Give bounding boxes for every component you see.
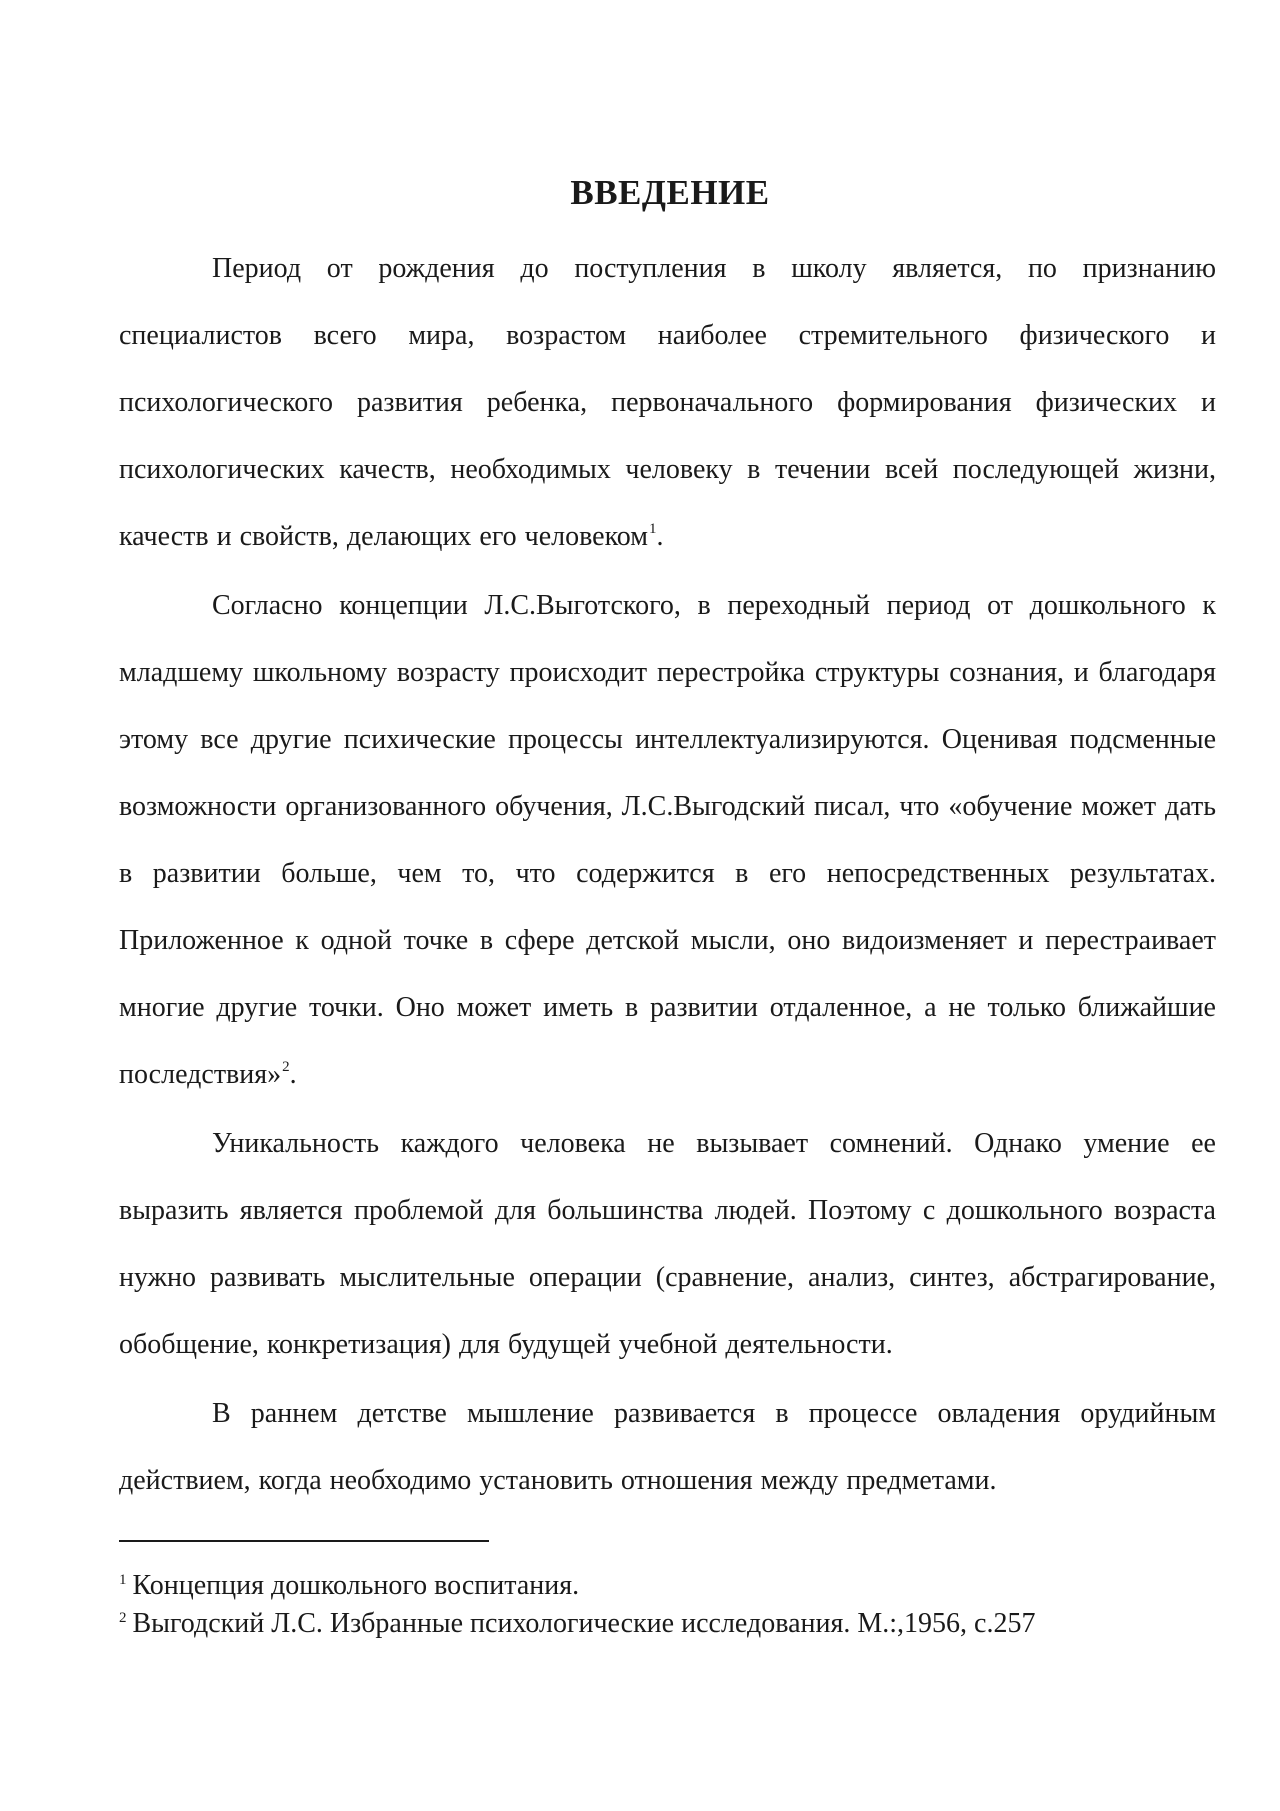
footnote-2-mark: 2 [119, 1610, 127, 1626]
paragraph-1-tail: . [656, 521, 664, 552]
body-text [119, 235, 1216, 1516]
footnote-separator [119, 1540, 489, 1542]
footnote-1-mark: 1 [119, 1572, 127, 1588]
footnotes [119, 1564, 1219, 1640]
paragraph-4 [119, 1380, 1216, 1514]
paragraph-2-text: Согласно концепции Л.С.Выготского, в переходный период от дошкольного к младшему школьному возрасту происходит перестройка структуры сознания, и благодаря этому все другие психические процессы интеллектуализируются. Оценивая подсменные возможности организованного обучения, Л.С.Выгодский писал, что «обучение может дать в развитии больше, чем то, что содержится в его непосредственных результатах. Приложенное к одной точке в сфере детской мысли, оно видоизменяет и перестраивает многие другие точки. Оно может иметь в развитии отдаленное, а не только ближайшие последствия» [119, 590, 1216, 1090]
paragraph-3-text: Уникальность каждого человека не вызывает сомнений. Однако умение ее выразить является проблемой для большинства людей. Поэтому с дошкольного возраста нужно развивать мыслительные операции (сравнение, анализ, синтез, абстрагирование, обобщение, конкретизация) для будущей учебной деятельности. [119, 1128, 1216, 1360]
footnote-2 [119, 1602, 1219, 1640]
paragraph-4-text: В раннем детстве мышление развивается в процессе овладения орудийным действием, когда необходимо установить отношения между предметами. [119, 1398, 1216, 1496]
footnote-ref-1[interactable]: 1 [648, 521, 657, 537]
paragraph-1-text: Период от рождения до поступления в школу является, по признанию специалистов всего мира, возрастом наиболее стремительного физического и психологического развития ребенка, первоначального формирования физических и психологических качеств, необходимых человеку в течении всей последующей жизни, качеств и свойств, делающих его человеком [119, 253, 1216, 552]
footnote-1 [119, 1564, 1219, 1602]
paragraph-2 [119, 572, 1216, 1108]
footnote-1-text: Концепция дошкольного воспитания. [132, 1570, 580, 1601]
paragraph-2-tail: . [289, 1059, 297, 1090]
page-title: ВВЕДЕНИЕ [570, 173, 770, 213]
footnote-ref-2[interactable]: 2 [282, 1059, 290, 1075]
footnote-2-text: Выгодский Л.С. Избранные психологические исследования. М.:,1956, с.257 [132, 1608, 1036, 1639]
paragraph-1 [119, 235, 1216, 570]
paragraph-3 [119, 1110, 1216, 1378]
